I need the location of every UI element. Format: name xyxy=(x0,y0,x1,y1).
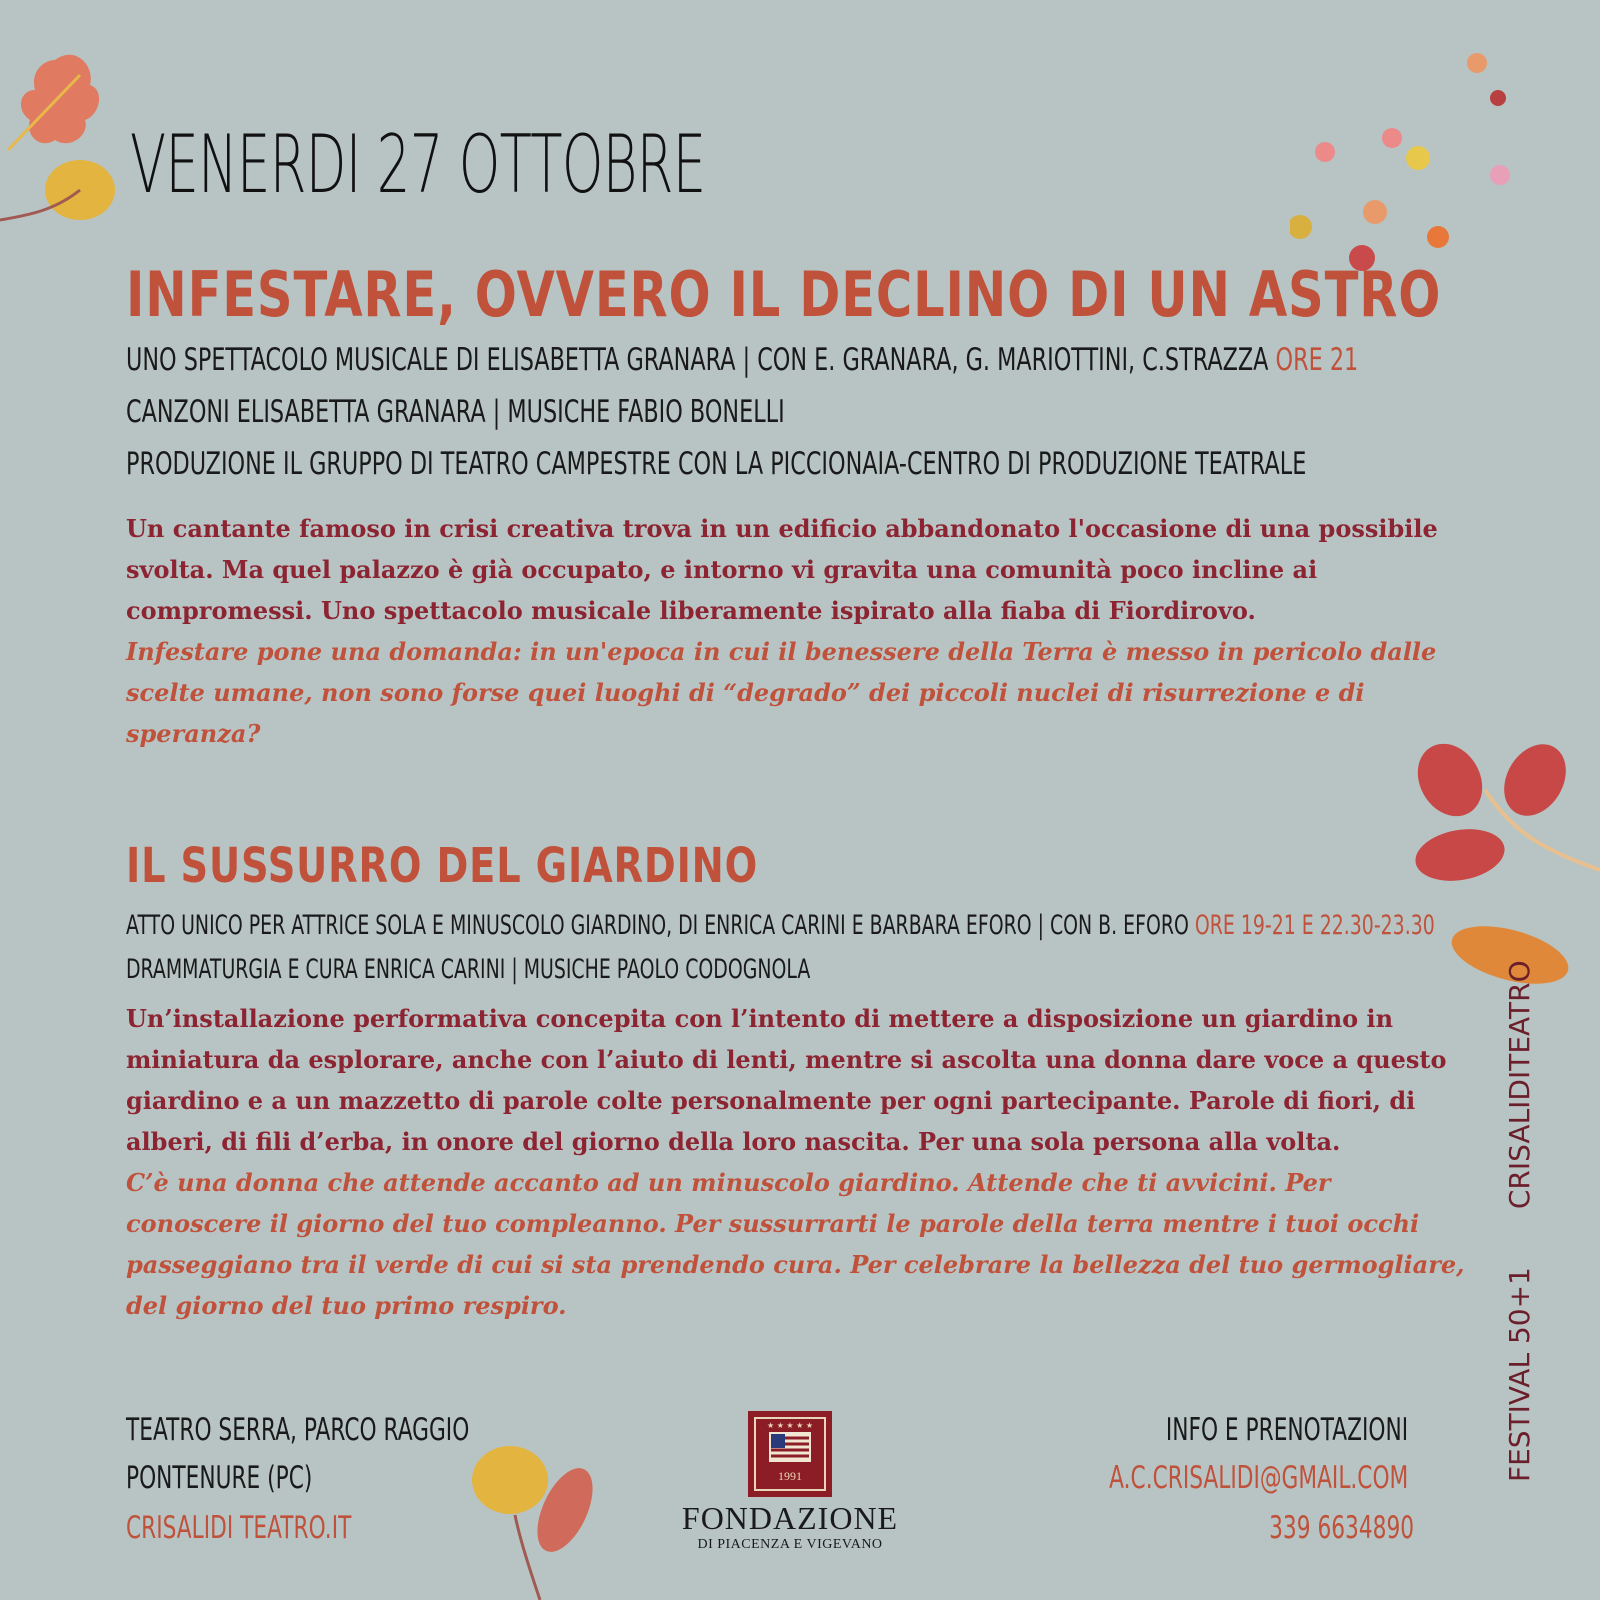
red-leaf-icon xyxy=(1415,823,1509,888)
info-heading: INFO E PRENOTAZIONI xyxy=(1165,1412,1408,1448)
venue-block xyxy=(126,1412,616,1448)
phone-number[interactable]: 339 6634890 xyxy=(1269,1510,1414,1546)
description-quote: C’è una donna che attende accanto ad un minuscolo giardino. Attende che ti avvicini. Per conoscere il giorno del tuo compleanno. Per sussurrarti le parole della terra mentre i tuoi occhi passeggiano tra il verde di cui si sta prendendo cura. Per celebrare la bellezza del tuo germogliare, del giorno del tuo primo respiro. xyxy=(126,1168,1465,1320)
show-title: INFESTARE, OVVERO IL DECLINO DI UN ASTRO xyxy=(126,258,1442,331)
show-description xyxy=(126,508,1466,754)
festival-label: FESTIVAL 50+1 xyxy=(1502,1267,1536,1482)
autumn-leaves-top-left xyxy=(0,40,130,240)
social-strip xyxy=(1497,960,1541,1500)
venue-location-block xyxy=(126,1460,392,1496)
info-block xyxy=(1062,1412,1408,1448)
email-block[interactable] xyxy=(981,1460,1408,1496)
svg-text:1991: 1991 xyxy=(778,1469,802,1483)
autumn-leaves-bottom xyxy=(460,1440,620,1600)
show-time: ORE 21 xyxy=(1275,342,1359,378)
venue-location: PONTENURE (PC) xyxy=(126,1460,313,1496)
website-link[interactable]: CRISALIDI TEATRO.IT xyxy=(126,1510,352,1546)
yellow-leaf-icon xyxy=(472,1446,548,1514)
show-credits: DRAMMATURGIA E CURA ENRICA CARINI | MUSICHE PAOLO CODOGNOLA xyxy=(126,954,811,985)
show-time: ORE 19-21 E 22.30-23.30 xyxy=(1194,910,1435,941)
credits-text: ATTO UNICO PER ATTRICE SOLA E MINUSCOLO GIARDINO, DI ENRICA CARINI E BARBARA EFORO | CON B. EFORO xyxy=(126,910,1189,941)
description-text: Un cantante famoso in crisi creativa trova in un edificio abbandonato l'occasione di una possibile svolta. Ma quel palazzo è già occupato, e intorno vi gravita una comunità poco incline ai compromessi. Uno spettacolo musicale liberamente ispirato alla fiaba di Fiordirovo. xyxy=(126,514,1438,625)
email-link[interactable]: A.C.CRISALIDI@GMAIL.COM xyxy=(1108,1460,1408,1496)
phone-block[interactable] xyxy=(1207,1510,1414,1546)
instagram-handle[interactable]: CRISALIDITEATRO xyxy=(1502,960,1536,1210)
oak-leaf-icon xyxy=(21,55,99,143)
venue-name: TEATRO SERRA, PARCO RAGGIO xyxy=(126,1412,470,1448)
confetti-dots xyxy=(1290,40,1520,280)
sponsor-subtitle: DI PIACENZA E VIGEVANO xyxy=(697,1537,883,1552)
show-credits xyxy=(126,910,1435,941)
svg-text:★ ★ ★ ★ ★: ★ ★ ★ ★ ★ xyxy=(766,1421,814,1430)
credits-text: UNO SPETTACOLO MUSICALE DI ELISABETTA GRANARA | CON E. GRANARA, G. MARIOTTINI, C.STRAZZA xyxy=(126,342,1269,378)
show-credits xyxy=(126,342,1358,378)
show-credits: PRODUZIONE IL GRUPPO DI TEATRO CAMPESTRE CON LA PICCIONAIA-CENTRO DI PRODUZIONE TEATRALE xyxy=(126,446,1307,482)
show-credits: CANZONI ELISABETTA GRANARA | MUSICHE FABIO BONELLI xyxy=(126,394,785,430)
foundation-emblem-icon xyxy=(747,1410,833,1500)
sponsor-logo xyxy=(680,1410,900,1553)
show-title: IL SUSSURRO DEL GIARDINO xyxy=(126,838,759,894)
description-text: Un’installazione performativa concepita con l’intento di mettere a disposizione un giardino in miniatura da esplorare, anche con l’aiuto di lenti, mentre si ascolta una donna dare voce a questo giardino e a un mazzetto di parole colte personalmente per ogni partecipante. Parole di fiori, di alberi, di fili d’erba, in onore del giorno della loro nascita. Per una sola persona alla volta. xyxy=(126,1004,1447,1156)
website-block[interactable] xyxy=(126,1510,448,1546)
event-date: VENERDI 27 OTTOBRE xyxy=(130,118,706,211)
sponsor-name: FONDAZIONE xyxy=(681,1500,899,1536)
show-description xyxy=(126,998,1466,1326)
description-quote: Infestare pone una domanda: in un'epoca in cui il benessere della Terra è messo in pericolo dalle scelte umane, non sono forse quei luoghi di “degrado” dei piccoli nuclei di risurrezione e di speranza? xyxy=(126,637,1437,748)
